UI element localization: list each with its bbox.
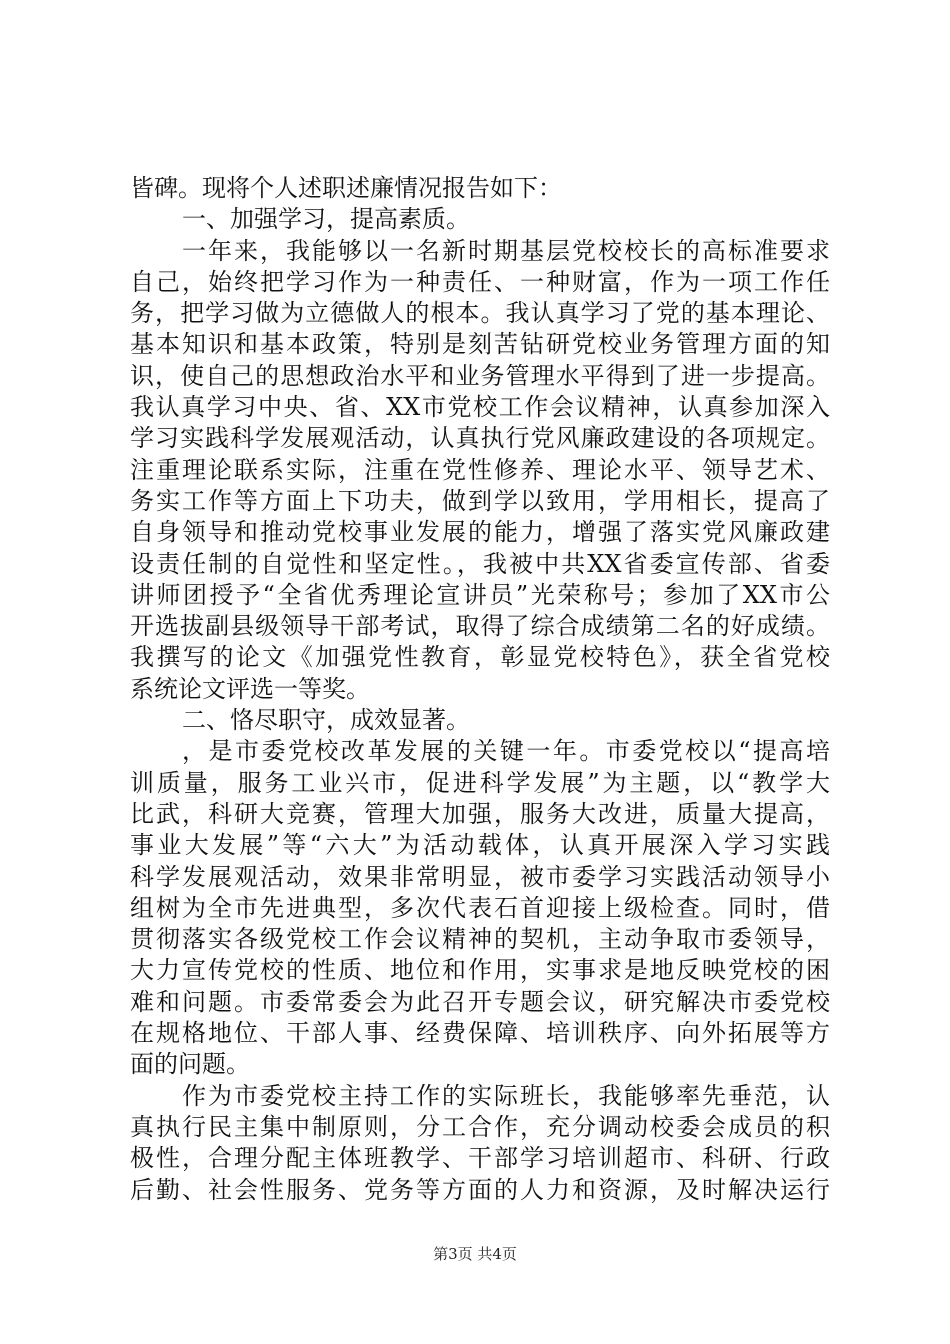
text-line: 训质量，服务工业兴市，促进科学发展”为主题，以“教学大 (130, 768, 830, 797)
text-line: 系统论文评选一等奖。 (130, 674, 370, 703)
text-line: 我认真学习中央、省、XX市党校工作会议精神，认真参加深入 (130, 393, 830, 422)
text-line: 面的问题。 (130, 1050, 250, 1079)
text-line: 组树为全市先进典型，多次代表石首迎接上级检查。同时，借 (130, 893, 830, 922)
text-line: 后勤、社会性服务、党务等方面的人力和资源，及时解决运行 (130, 1175, 830, 1204)
text-line: 开选拔副县级领导干部考试，取得了综合成绩第二名的好成绩。 (130, 612, 830, 641)
text-line: 比武，科研大竞赛，管理大加强，服务大改进，质量大提高， (130, 799, 830, 828)
document-body (130, 173, 830, 1206)
text-line: 务实工作等方面上下功夫，做到学以致用，学用相长，提高了 (130, 486, 830, 515)
text-line: 我撰写的论文《加强党性教育，彰显党校特色》，获全省党校 (130, 643, 830, 672)
text-line: ，是市委党校改革发展的关键一年。市委党校以“提高培 (182, 737, 830, 766)
text-line: 极性，合理分配主体班教学、干部学习培训超市、科研、行政 (130, 1144, 830, 1173)
text-line: 大力宣传党校的性质、地位和作用，实事求是地反映党校的困 (130, 956, 830, 985)
text-line: 真执行民主集中制原则，分工合作，充分调动校委会成员的积 (130, 1112, 830, 1141)
text-line: 事业大发展”等“六大”为活动载体，认真开展深入学习实践 (130, 831, 830, 860)
text-line: 一年来，我能够以一名新时期基层党校校长的高标准要求 (182, 236, 830, 265)
text-line: 在规格地位、干部人事、经费保障、培训秩序、向外拓展等方 (130, 1019, 830, 1048)
text-line: 贯彻落实各级党校工作会议精神的契机，主动争取市委领导， (130, 925, 830, 954)
text-line: 务，把学习做为立德做人的根本。我认真学习了党的基本理论、 (130, 299, 830, 328)
text-line: 一、加强学习，提高素质。 (182, 205, 470, 234)
text-line: 设责任制的自觉性和坚定性。，我被中共XX省委宣传部、省委 (130, 549, 830, 578)
text-line: 科学发展观活动，效果非常明显，被市委学习实践活动领导小 (130, 862, 830, 891)
text-line: 讲师团授予“全省优秀理论宣讲员”光荣称号；参加了XX市公 (130, 580, 830, 609)
text-line: 作为市委党校主持工作的实际班长，我能够率先垂范，认 (182, 1081, 830, 1110)
page-footer: 第3页 共4页 (433, 1245, 517, 1263)
text-line: 学习实践科学发展观活动，认真执行党风廉政建设的各项规定。 (130, 424, 830, 453)
text-line: 识，使自己的思想政治水平和业务管理水平得到了进一步提高。 (130, 361, 830, 390)
text-line: 难和问题。市委常委会为此召开专题会议，研究解决市委党校 (130, 987, 830, 1016)
text-line: 基本知识和基本政策，特别是刻苦钻研党校业务管理方面的知 (130, 330, 830, 359)
text-line: 自己，始终把学习作为一种责任、一种财富，作为一项工作任 (130, 267, 830, 296)
text-line: 注重理论联系实际，注重在党性修养、理论水平、领导艺术、 (130, 455, 830, 484)
text-line: 二、恪尽职守，成效显著。 (182, 706, 470, 735)
text-line: 皆碑。现将个人述职述廉情况报告如下： (130, 174, 562, 202)
text-line: 自身领导和推动党校事业发展的能力，增强了落实党风廉政建 (130, 518, 830, 547)
